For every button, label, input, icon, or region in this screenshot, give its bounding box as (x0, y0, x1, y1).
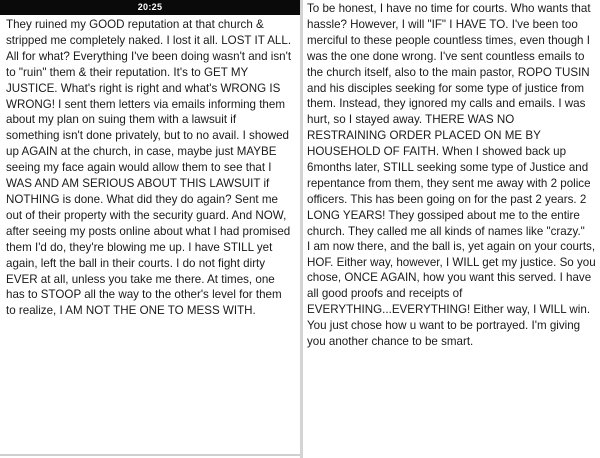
left-message-text: They ruined my GOOD reputation at that church & stripped me completely naked. I lost it all. LOST IT ALL. All for what? Everything I've been doing wasn't and isn't to "ruin" them & their reputation. It's to GET MY JUSTICE. What's right is right and what's WRONG IS WRONG! I sent them letters via emails informing them about my plan on suing them with a lawsuit if something isn't done privately, but to no avail. I showed up AGAIN at the church, in case, maybe just MAYBE seeing my face again would allow them to see that I WAS AND AM SERIOUS ABOUT THIS LAWSUIT if NOTHING is done. What did they do again? Sent me out of their property with the security guard. And NOW, after seeing my posts online about what I had promised them I'd do, they're blowing me up. I have STILL yet again, left the ball in their courts. I do not fight dirty EVER at all, unless you take me there. At times, one has to STOOP all the way to the other's level for them to realize, I AM NOT THE ONE TO MESS WITH. (6, 18, 292, 318)
right-message-paragraph-1: To be honest, I have no time for courts. Who wants that hassle? However, I will "IF" I HAVE TO. I've been too merciful to these people countless times, even though I was the one done wrong. I've sent countless emails to the church itself, also to the main pastor, ROPO TUSIN and his disciples seeking for some type of justice from them. Instead, they ignored my calls and emails. I was hurt, so I stayed away. THERE WAS NO RESTRAINING ORDER PLACED ON ME BY HOUSEHOLD OF FAITH. When I showed back up 6months later, STILL seeking some type of Justice and repentance from them, they sent me away with 2 police officers. This has been going on for the past 2 years. 2 LONG YEARS! They gossiped about me to the entire church. They called me all kinds of names like "crazy." (307, 2, 591, 238)
status-bar-time: 20:25 (137, 2, 163, 12)
right-screenshot-panel (303, 0, 600, 458)
right-message-paragraph-2: I am now there, and the ball is, yet again on your courts, HOF. Either way, however, I WILL get my justice. So you chose, ONCE AGAIN, how you want this served. I have all good proofs and receipts of EVERYTHING...EVERYTHING! Either way, I WILL win. You just chose how u want to be portrayed. I'm giving you another chance to be smart. (307, 239, 596, 349)
status-bar (0, 0, 300, 15)
bottom-divider (0, 454, 300, 456)
